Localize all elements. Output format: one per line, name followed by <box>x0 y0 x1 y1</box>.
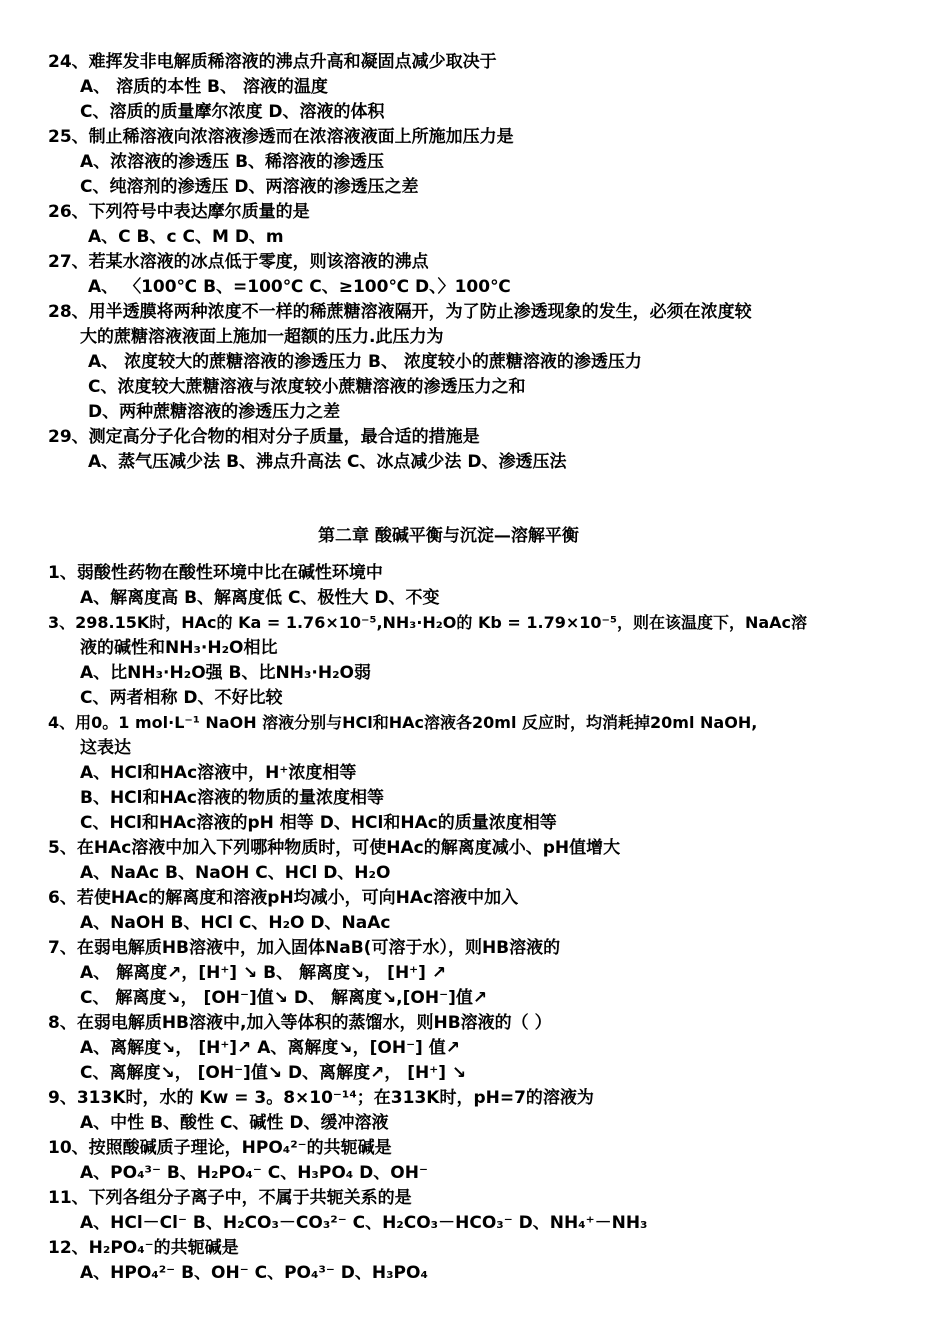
question-28: 28、用半透膜将两种浓度不一样的稀蔗糖溶液隔开，为了防止渗透现象的发生，必须在浓度较 <box>48 302 752 322</box>
option-line: A、C B、c C、M D、m <box>88 227 284 247</box>
question-10: 10、按照酸碱质子理论，HPO₄²⁻的共轭碱是 <box>48 1138 392 1158</box>
option-line: D、两种蔗糖溶液的渗透压力之差 <box>88 402 341 422</box>
option-line: A、解离度高 B、解离度低 C、极性大 D、不变 <box>80 588 440 608</box>
option-line: C、两者相称 D、不好比较 <box>80 688 283 708</box>
option-line: A、蒸气压减少法 B、沸点升高法 C、冰点减少法 D、渗透压法 <box>88 452 567 472</box>
question-8: 8、在弱电解质HB溶液中,加入等体积的蒸馏水，则HB溶液的（ ） <box>48 1013 552 1033</box>
question-6: 6、若使HAc的解离度和溶液pH均减小，可向HAc溶液中加入 <box>48 888 519 908</box>
option-line: A、 解离度↗，[H⁺] ↘ B、 解离度↘， [H⁺] ↗ <box>80 963 447 983</box>
option-line: A、NaAc B、NaOH C、HCl D、H₂O <box>80 863 391 883</box>
option-line: A、离解度↘， [H⁺]↗ A、离解度↘，[OH⁻] 值↗ <box>80 1038 460 1058</box>
question-12: 12、H₂PO₄⁻的共轭碱是 <box>48 1238 239 1258</box>
option-line: C、溶质的质量摩尔浓度 D、溶液的体积 <box>80 102 385 122</box>
question-9: 9、313K时，水的 Kw = 3。8×10⁻¹⁴；在313K时，pH=7的溶液为 <box>48 1088 594 1108</box>
question-1: 1、弱酸性药物在酸性环境中比在碱性环境中 <box>48 563 383 583</box>
option-line: A、 〈100℃ B、=100℃ C、≥100℃ D、〉100℃ <box>88 277 511 297</box>
question-7: 7、在弱电解质HB溶液中，加入固体NaB(可溶于水），则HB溶液的 <box>48 938 561 958</box>
question-3-cont: 液的碱性和NH₃·H₂O相比 <box>80 638 278 658</box>
question-3: 3、298.15K时，HAc的 Ka = 1.76×10⁻⁵,NH₃·H₂O的 Kb = 1.79×10⁻⁵，则在该温度下，NaAc溶 <box>48 613 808 632</box>
option-line: C、浓度较大蔗糖溶液与浓度较小蔗糖溶液的渗透压力之和 <box>88 377 526 397</box>
option-line: A、HPO₄²⁻ B、OH⁻ C、PO₄³⁻ D、H₃PO₄ <box>80 1263 428 1283</box>
option-line: A、 浓度较大的蔗糖溶液的渗透压力 B、 浓度较小的蔗糖溶液的渗透压力 <box>88 352 642 372</box>
option-line: A、PO₄³⁻ B、H₂PO₄⁻ C、H₃PO₄ D、OH⁻ <box>80 1163 428 1183</box>
question-27: 27、若某水溶液的冰点低于零度，则该溶液的沸点 <box>48 252 429 272</box>
question-29: 29、测定高分子化合物的相对分子质量，最合适的措施是 <box>48 427 480 447</box>
question-26: 26、下列符号中表达摩尔质量的是 <box>48 202 310 222</box>
question-5: 5、在HAc溶液中加入下列哪种物质时，可使HAc的解离度减小、pH值增大 <box>48 838 621 858</box>
question-28-cont: 大的蔗糖溶液液面上施加一超额的压力.此压力为 <box>80 327 444 347</box>
question-25: 25、制止稀溶液向浓溶液渗透而在浓溶液液面上所施加压力是 <box>48 127 514 147</box>
chapter-title: 第二章 酸碱平衡与沉淀—溶解平衡 <box>318 526 579 546</box>
option-line: A、HCl－Cl⁻ B、H₂CO₃－CO₃²⁻ C、H₂CO₃－HCO₃⁻ D、NH₄⁺－NH₃ <box>80 1213 648 1233</box>
option-line: A、比NH₃·H₂O强 B、比NH₃·H₂O弱 <box>80 663 372 683</box>
question-4: 4、用0。1 mol·L⁻¹ NaOH 溶液分别与HCl和HAc溶液各20ml 反应时，均消耗掉20ml NaOH, <box>48 713 758 732</box>
option-line: C、离解度↘， [OH⁻]值↘ D、离解度↗， [H⁺] ↘ <box>80 1063 467 1083</box>
option-line: A、 溶质的本性 B、 溶液的温度 <box>80 77 328 97</box>
option-line: B、HCl和HAc溶液的物质的量浓度相等 <box>80 788 384 808</box>
option-line: A、NaOH B、HCl C、H₂O D、NaAc <box>80 913 391 933</box>
option-line: A、HCl和HAc溶液中，H⁺浓度相等 <box>80 763 357 783</box>
question-24: 24、难挥发非电解质稀溶液的沸点升高和凝固点减少取决于 <box>48 52 497 72</box>
question-4-cont: 这表达 <box>80 738 131 758</box>
option-line: C、HCl和HAc溶液的pH 相等 D、HCl和HAc的质量浓度相等 <box>80 813 557 833</box>
option-line: C、 解离度↘， [OH⁻]值↘ D、 解离度↘,[OH⁻]值↗ <box>80 988 488 1008</box>
question-11: 11、下列各组分子离子中，不属于共轭关系的是 <box>48 1188 412 1208</box>
option-line: A、中性 B、酸性 C、碱性 D、缓冲溶液 <box>80 1113 389 1133</box>
option-line: C、纯溶剂的渗透压 D、两溶液的渗透压之差 <box>80 177 419 197</box>
option-line: A、浓溶液的渗透压 B、稀溶液的渗透压 <box>80 152 385 172</box>
